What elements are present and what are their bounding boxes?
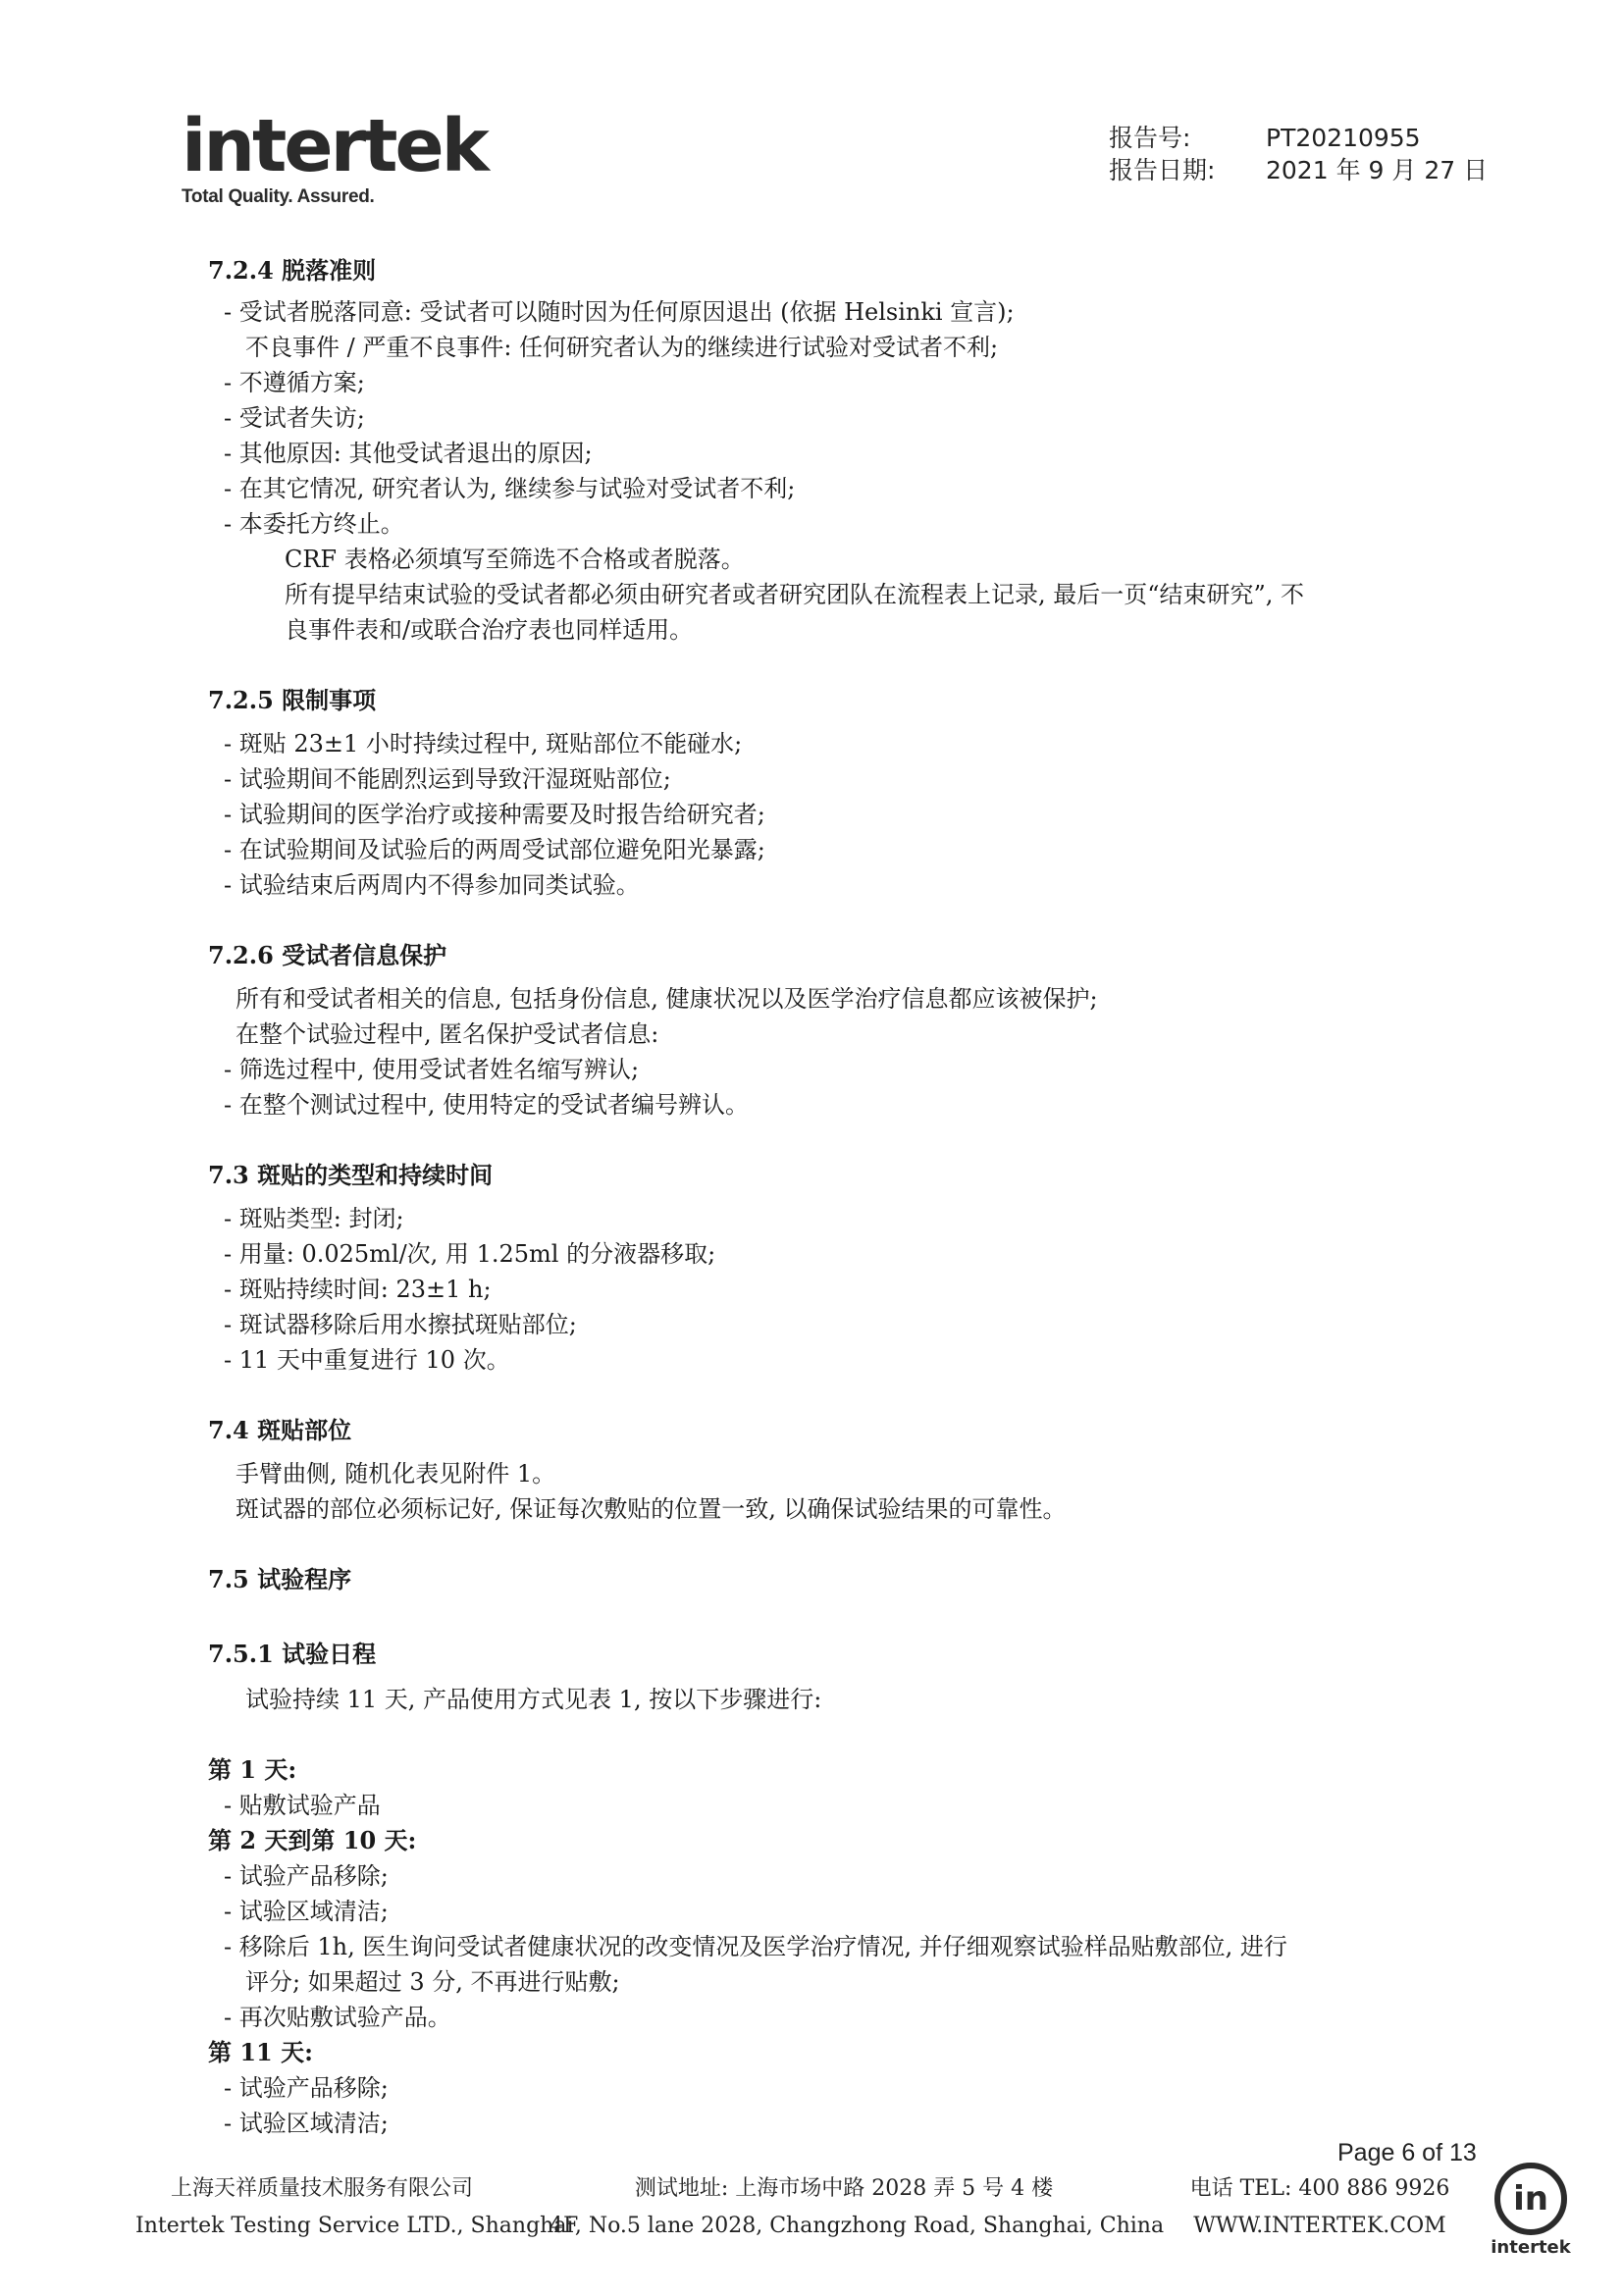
list-item: - 试验区域清洁; xyxy=(224,1898,389,1925)
list-item-continued: 评分; 如果超过 3 分, 不再进行贴敷; xyxy=(245,1968,620,1996)
day-heading: 第 1 天: xyxy=(208,1755,297,1784)
paragraph-line: 斑试器的部位必须标记好, 保证每次敷贴的位置一致, 以确保试验结果的可靠性。 xyxy=(236,1495,1067,1523)
footer-contact xyxy=(1178,2170,1462,2245)
phone: 电话 TEL: 400 886 9926 xyxy=(1189,2176,1450,2201)
intertek-logo xyxy=(182,104,487,208)
list-item: - 斑贴持续时间: 23±1 h; xyxy=(224,1276,492,1303)
section-title: 7.5.1 试验日程 xyxy=(208,1640,377,1668)
list-item: - 筛选过程中, 使用受试者姓名缩写辨认; xyxy=(224,1056,640,1083)
report-info xyxy=(1109,122,1488,186)
list-item: - 不遵循方案; xyxy=(224,369,365,396)
list-item: - 在试验期间及试验后的两周受试部位避免阳光暴露; xyxy=(224,836,765,863)
paragraph-line: 试验持续 11 天, 产品使用方式见表 1, 按以下步骤进行: xyxy=(245,1686,822,1713)
section-title: 7.2.6 受试者信息保护 xyxy=(208,941,447,969)
list-item: - 试验产品移除; xyxy=(224,1862,389,1890)
list-item: - 斑试器移除后用水擦拭斑贴部位; xyxy=(224,1311,577,1338)
list-item: - 试验结束后两周内不得参加同类试验。 xyxy=(224,871,640,899)
list-item: - 贴敷试验产品 xyxy=(224,1792,381,1819)
list-item: - 其他原因: 其他受试者退出的原因; xyxy=(224,440,593,467)
list-item: - 再次贴敷试验产品。 xyxy=(224,2004,451,2031)
report-date: 2021 年 9 月 27 日 xyxy=(1266,156,1489,184)
logo-wordmark: intertek xyxy=(182,104,487,188)
list-item: - 受试者脱落同意: 受试者可以随时因为任何原因退出 (依据 Helsinki 宣言); xyxy=(224,298,1015,326)
footer-logo xyxy=(1487,2163,1575,2258)
day-heading: 第 11 天: xyxy=(208,2038,313,2066)
address-cn: 测试地址: 上海市场中路 2028 弄 5 号 4 楼 xyxy=(634,2176,1054,2201)
list-item: - 11 天中重复进行 10 次。 xyxy=(224,1346,510,1374)
list-item: - 本委托方终止。 xyxy=(224,510,404,538)
logo-tagline: Total Quality. Assured. xyxy=(182,186,375,207)
paragraph-line: 所有和受试者相关的信息, 包括身份信息, 健康状况以及医学治疗信息都应该被保护; xyxy=(236,985,1098,1013)
footer-logo-word: intertek xyxy=(1491,2237,1571,2258)
list-item: - 试验区域清洁; xyxy=(224,2110,389,2137)
section-title: 7.2.4 脱落准则 xyxy=(208,256,377,285)
day-heading: 第 2 天到第 10 天: xyxy=(208,1826,417,1854)
paragraph-line: 所有提早结束试验的受试者都必须由研究者或者研究团队在流程表上记录, 最后一页“结束研究”, 不 xyxy=(285,581,1305,608)
paragraph-line: 良事件表和/或联合治疗表也同样适用。 xyxy=(285,616,694,644)
list-item: - 试验期间的医学治疗或接种需要及时报告给研究者; xyxy=(224,801,765,828)
section-title: 7.5 试验程序 xyxy=(208,1565,352,1593)
report-date-label: 报告日期: xyxy=(1109,156,1216,184)
company-name-cn: 上海天祥质量技术服务有限公司 xyxy=(170,2176,473,2201)
list-item: 不良事件 / 严重不良事件: 任何研究者认为的继续进行试验对受试者不利; xyxy=(245,334,999,361)
list-item: - 在其它情况, 研究者认为, 继续参与试验对受试者不利; xyxy=(224,475,796,502)
page-number: Page 6 of 13 xyxy=(1337,2139,1477,2166)
section-title: 7.4 斑贴部位 xyxy=(208,1416,352,1444)
report-no-label: 报告号: xyxy=(1109,124,1191,152)
paragraph-line: 在整个试验过程中, 匿名保护受试者信息: xyxy=(236,1020,659,1048)
footer-address xyxy=(550,2170,1165,2245)
list-item: - 试验期间不能剧烈运到导致汗湿斑贴部位; xyxy=(224,765,671,793)
footer-company xyxy=(135,2170,574,2245)
paragraph-line: CRF 表格必须填写至筛选不合格或者脱落。 xyxy=(285,546,745,573)
report-no: PT20210955 xyxy=(1266,124,1421,152)
paragraph-line: 手臂曲侧, 随机化表见附件 1。 xyxy=(236,1460,556,1487)
section-title: 7.2.5 限制事项 xyxy=(208,686,377,714)
list-item: - 用量: 0.025ml/次, 用 1.25ml 的分液器移取; xyxy=(224,1240,716,1268)
list-item: - 移除后 1h, 医生询问受试者健康状况的改变情况及医学治疗情况, 并仔细观察试验样品贴敷部位, 进行 xyxy=(224,1933,1287,1960)
address-en: 4F, No.5 lane 2028, Changzhong Road, Shanghai, China xyxy=(550,2214,1165,2238)
list-item: - 试验产品移除; xyxy=(224,2074,389,2102)
list-item: - 受试者失访; xyxy=(224,404,365,432)
section-title: 7.3 斑贴的类型和持续时间 xyxy=(208,1161,494,1189)
list-item: - 在整个测试过程中, 使用特定的受试者编号辨认。 xyxy=(224,1091,749,1119)
intertek-in-icon: in xyxy=(1494,2163,1567,2235)
company-name-en: Intertek Testing Service LTD., Shanghai xyxy=(135,2214,574,2238)
website: WWW.INTERTEK.COM xyxy=(1193,2214,1446,2238)
list-item: - 斑贴 23±1 小时持续过程中, 斑贴部位不能碰水; xyxy=(224,730,743,757)
list-item: - 斑贴类型: 封闭; xyxy=(224,1205,404,1232)
